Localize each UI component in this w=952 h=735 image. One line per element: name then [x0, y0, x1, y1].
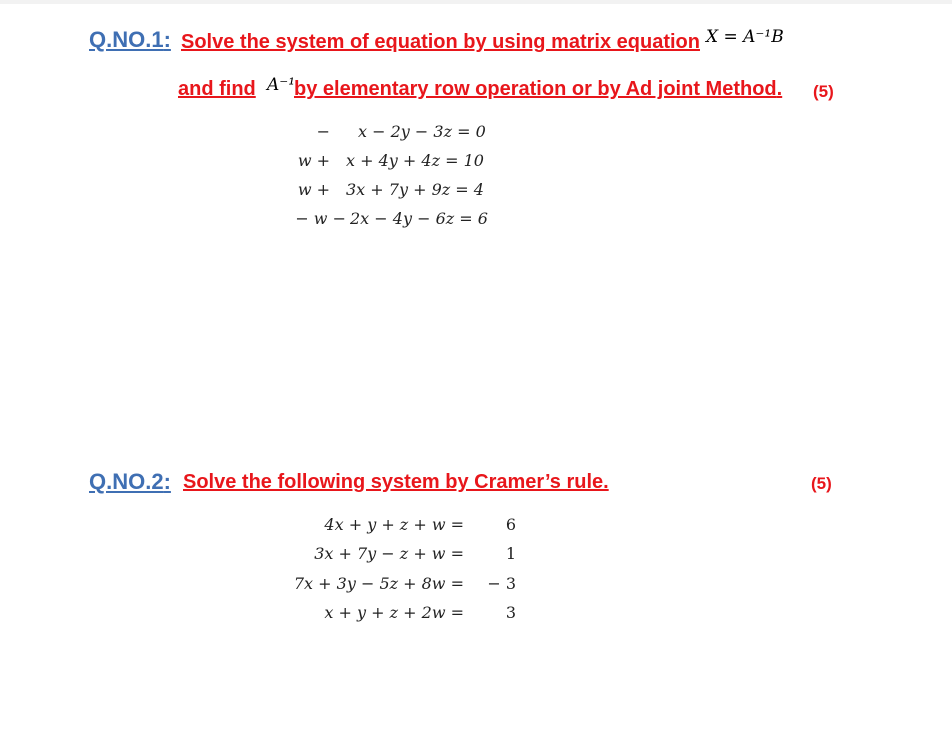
- q1-number: Q.NO.1:: [89, 27, 171, 52]
- q2-number: Q.NO.2:: [89, 469, 171, 494]
- q1-eq2-w-term: w +: [297, 151, 330, 170]
- q1-prompt-line2-end: by elementary row operation or by Ad joint Method.: [294, 78, 783, 100]
- q2-eq1-rhs: 6: [505, 515, 516, 534]
- q1-eq4-w-term: − w −: [295, 209, 346, 228]
- q1-eq3-rest: 3x + 7y + 9z = 4: [346, 180, 484, 199]
- q1-marks: (5): [813, 82, 834, 101]
- page-top-border: [0, 0, 952, 4]
- q2-eq4-lhs: x + y + z + 2w =: [324, 603, 464, 622]
- q1-prompt-line2-start: and find: [178, 78, 256, 100]
- q1-eq4-rest: 2x − 4y − 6z = 6: [350, 209, 488, 228]
- q1-eq2-rest: x + 4y + 4z = 10: [346, 151, 484, 170]
- q1-eq3-w-term: w +: [297, 180, 330, 199]
- q2-eq1-lhs: 4x + y + z + w =: [324, 515, 464, 534]
- q2-eq4-rhs: 3: [505, 603, 516, 622]
- q1-eq1-rest: x − 2y − 3z = 0: [358, 122, 486, 141]
- q2-eq2-lhs: 3x + 7y − z + w =: [314, 544, 464, 563]
- q2-eq2-rhs: 1: [505, 544, 516, 563]
- q2-eq3-lhs: 7x + 3y − 5z + 8w =: [293, 574, 464, 593]
- q1-matrix-formula: X = A⁻¹B: [706, 27, 784, 47]
- q1-eq1-w-term: −: [316, 122, 330, 141]
- q1-prompt-line1: Solve the system of equation by using matrix equation: [181, 31, 700, 53]
- q1-inverse-symbol: A⁻¹: [267, 75, 296, 95]
- q2-marks: (5): [811, 474, 832, 493]
- q2-eq3-rhs: − 3: [487, 574, 516, 593]
- q2-prompt: Solve the following system by Cramer’s rule.: [183, 471, 609, 493]
